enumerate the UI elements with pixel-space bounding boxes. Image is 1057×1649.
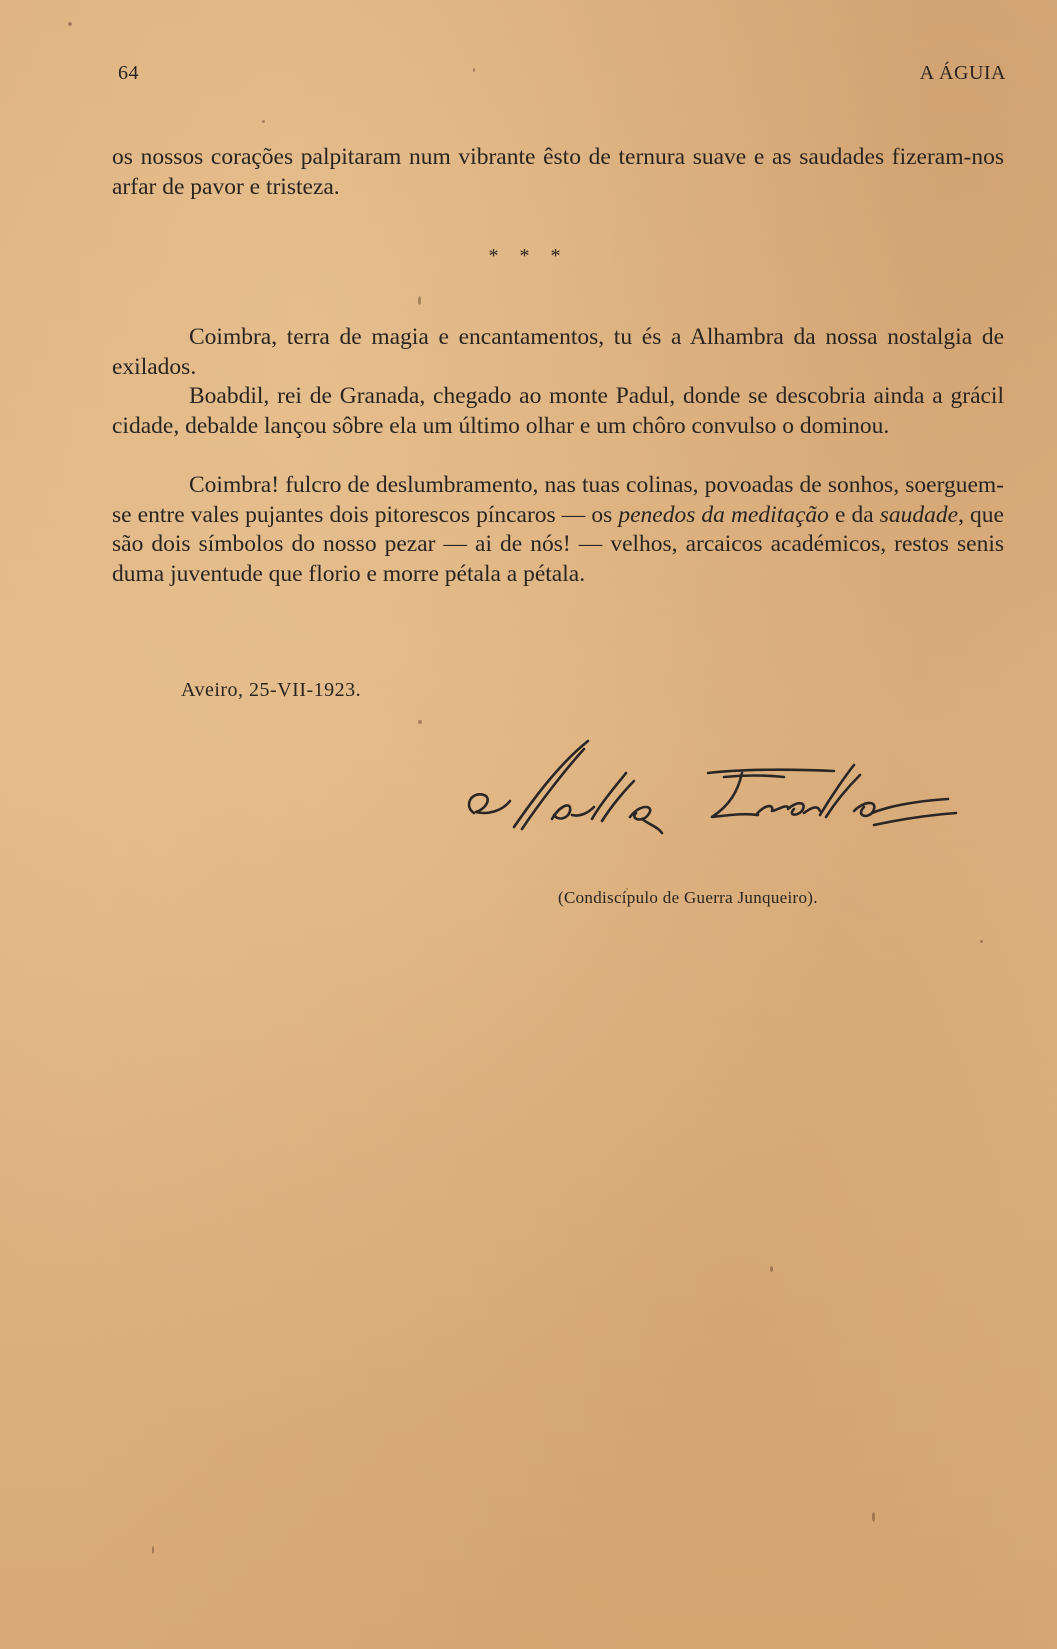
section-separator: * * * <box>488 245 569 267</box>
italic-phrase: saudade <box>879 501 959 528</box>
page-number: 64 <box>118 62 139 84</box>
paragraph-coimbra-alhambra: Coimbra, terra de magia e encantamentos, tu és a Alhambra da nossa nostalgia de exilados. <box>112 324 1004 380</box>
dateline: Aveiro, 25-VII-1923. <box>181 679 362 701</box>
italic-phrase: penedos da meditação <box>618 501 829 528</box>
handwritten-signature <box>462 735 982 850</box>
paragraph-text: , que são dois símbolos do nosso pezar — ai de nós! — velhos, arcaicos académicos, restos senis duma juventude que florio e morre pétala a pétala. <box>112 501 1004 587</box>
journal-title: A ÁGUIA <box>919 62 1006 84</box>
paragraph-coimbra-fulcro <box>112 471 1004 589</box>
paragraph-text: e da <box>828 501 880 528</box>
running-head <box>118 62 1006 90</box>
paragraph-continuation: os nossos corações palpitaram num vibrante êsto de ternura suave e as saudades fizeram-nos arfar de pavor e tristeza. <box>112 144 1004 200</box>
paragraph-text: Coimbra! fulcro de deslumbramento, nas tuas colinas, povoadas de sonhos, soerguem-se entre vales pujantes dois pitorescos píncaros — os <box>112 472 1004 528</box>
paragraph-boabdil: Boabdil, rei de Granada, chegado ao monte Padul, donde se descobria ainda a grácil cidade, debalde lançou sôbre ela um último olhar e um chôro convulso o dominou. <box>112 383 1004 439</box>
attribution-note: (Condiscípulo de Guerra Junqueiro). <box>558 888 818 907</box>
